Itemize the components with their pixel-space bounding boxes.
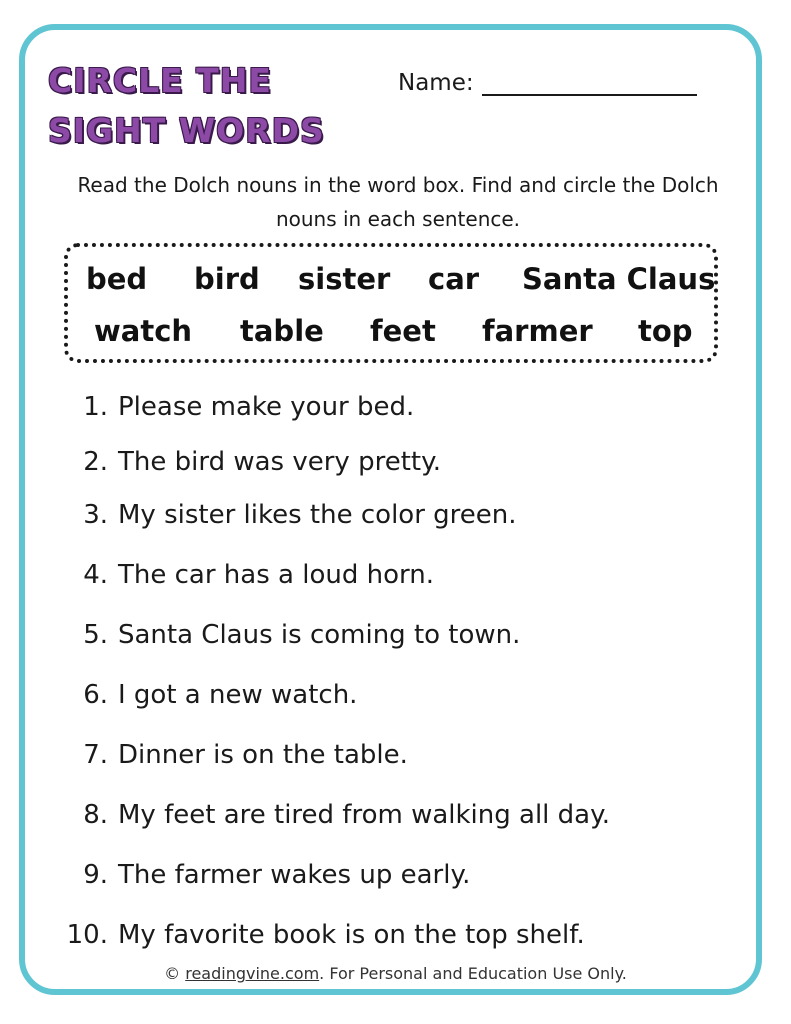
word-box-word: car <box>428 262 480 296</box>
sentence-text: My feet are tired from walking all day. <box>118 800 611 830</box>
word-box-word: farmer <box>482 314 593 348</box>
sentence-number: 9. <box>83 860 108 890</box>
word-box-word: Santa Claus <box>522 262 716 296</box>
sentence-text: Please make your bed. <box>118 392 415 422</box>
sentence-number: 6. <box>83 680 108 710</box>
sentence-text: I got a new watch. <box>118 680 358 710</box>
sentence-text: My sister likes the color green. <box>118 500 517 530</box>
title-line-2: SIGHT WORDS <box>48 111 325 150</box>
sentence-number: 4. <box>83 560 108 590</box>
instructions: Read the Dolch nouns in the word box. Find and circle the Dolch nouns in each sentence. <box>77 173 719 231</box>
word-box-word: table <box>240 314 324 348</box>
sentence-text: The farmer wakes up early. <box>118 860 471 890</box>
name-label: Name: <box>398 70 474 96</box>
word-box-word: watch <box>94 314 193 348</box>
title-line-1: CIRCLE THE <box>48 61 272 100</box>
worksheet-title <box>48 56 325 156</box>
footer <box>0 964 791 983</box>
name-blank-line[interactable] <box>482 70 697 96</box>
sentence-number: 2. <box>83 447 108 477</box>
word-box-word: bed <box>86 262 148 296</box>
sentence-text: The bird was very pretty. <box>118 447 442 477</box>
sentence-number: 7. <box>83 740 108 770</box>
word-box-word: bird <box>194 262 260 296</box>
sentence-number: 8. <box>83 800 108 830</box>
sentence-text: The car has a loud horn. <box>118 560 434 590</box>
sentence-text: My favorite book is on the top shelf. <box>118 920 585 950</box>
copyright-symbol: © <box>164 964 181 983</box>
sentence-text: Dinner is on the table. <box>118 740 408 770</box>
word-box-word: feet <box>370 314 436 348</box>
usage-note: . For Personal and Education Use Only. <box>319 964 627 983</box>
name-field <box>398 70 697 96</box>
site-link[interactable]: readingvine.com <box>185 964 320 983</box>
word-box <box>64 243 718 363</box>
word-box-word: sister <box>298 262 391 296</box>
sentence-number: 5. <box>83 620 108 650</box>
word-box-word: top <box>638 314 693 348</box>
sentence-text: Santa Claus is coming to town. <box>118 620 521 650</box>
sentence-number: 1. <box>83 392 108 422</box>
sentence-number: 3. <box>83 500 108 530</box>
sentence-number: 10. <box>66 920 108 950</box>
